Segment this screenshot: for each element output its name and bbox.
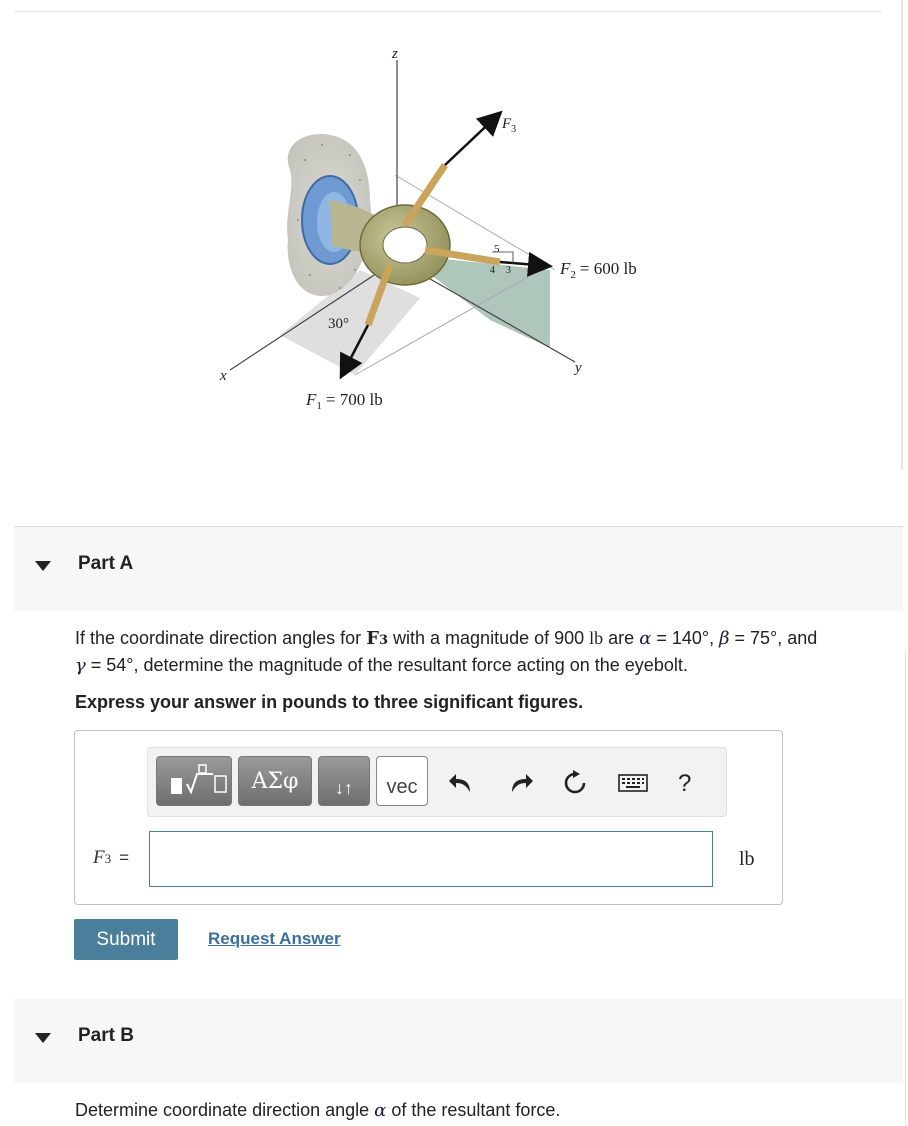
pb-text-1: Determine coordinate direction angle: [75, 1100, 375, 1120]
keyboard-icon[interactable]: [616, 768, 650, 798]
pb-text-2: of the resultant force.: [386, 1100, 561, 1120]
y-axis-label: y: [575, 360, 582, 376]
submit-button[interactable]: Submit: [74, 919, 178, 960]
undo-icon[interactable]: [446, 768, 476, 798]
part-a-question: [75, 626, 905, 678]
answer-unit: lb: [739, 848, 755, 870]
part-a-header[interactable]: [14, 527, 903, 611]
answer-label-f: F: [93, 847, 105, 868]
part-a-title: Part A: [78, 553, 134, 574]
sub-superscript-button[interactable]: [318, 756, 370, 806]
answer-panel: [74, 730, 783, 905]
q-alpha: α: [639, 628, 652, 649]
vec-label: vec: [386, 775, 418, 798]
collapse-triangle-icon[interactable]: [35, 561, 51, 571]
part-b-title: Part B: [78, 1025, 134, 1046]
redo-icon[interactable]: [506, 768, 536, 798]
scroll-edge: [901, 0, 903, 470]
slope-label-3: 3: [506, 265, 511, 276]
x-axis-label: x: [220, 368, 227, 384]
part-a-instruction: Express your answer in pounds to three significant figures.: [75, 692, 584, 712]
q-text-4: = 140°,: [651, 628, 720, 648]
eyebolt-figure: [210, 30, 680, 430]
updown-arrows-icon: ↓↑: [335, 777, 353, 798]
templates-icon: [159, 762, 229, 800]
q-gamma: γ: [75, 655, 86, 676]
scroll-edge-lower: [905, 650, 906, 1126]
slope-label-4: 4: [490, 265, 495, 276]
part-b-header[interactable]: [14, 999, 903, 1083]
q-f3-sub: 3: [378, 633, 389, 648]
pb-alpha: α: [374, 1100, 387, 1121]
answer-equals: =: [119, 848, 130, 867]
z-axis-label: z: [392, 46, 398, 62]
q-text-1: If the coordinate direction angles for: [75, 628, 367, 648]
q-text-3: are: [603, 628, 640, 648]
vector-button[interactable]: [376, 756, 428, 806]
q-beta: β: [719, 628, 730, 649]
q-text-5: = 75°, and: [729, 628, 818, 648]
f3-label: $F_3$: [502, 116, 517, 135]
greek-symbols-button[interactable]: ΑΣφ: [238, 756, 312, 806]
answer-label: [93, 847, 129, 869]
part-b-question: [75, 1100, 560, 1121]
f2-label: $F_2 = 600$ lb: [560, 259, 637, 281]
q-unit: lb: [589, 628, 604, 648]
f1-label: $F_1 = 700$ lb: [306, 390, 383, 412]
q-text-6: = 54°, determine the magnitude of the resultant force acting on the eyebolt.: [85, 655, 688, 675]
help-button[interactable]: ?: [678, 770, 692, 797]
eye-hole: [383, 227, 427, 263]
answer-input[interactable]: [149, 831, 713, 887]
reset-icon[interactable]: [560, 768, 590, 798]
templates-button[interactable]: [156, 756, 232, 806]
answer-label-sub: 3: [104, 851, 112, 866]
f3-arrow: [445, 114, 499, 165]
top-rule: [14, 11, 882, 12]
q-text-2: with a magnitude of 900: [388, 628, 590, 648]
collapse-triangle-icon[interactable]: [35, 1033, 51, 1043]
q-f3: F: [366, 628, 379, 649]
slope-label-5: 5: [494, 243, 500, 255]
math-toolbar: [147, 747, 727, 817]
request-answer-link[interactable]: Request Answer: [208, 929, 341, 948]
angle-label: 30°: [328, 316, 349, 332]
